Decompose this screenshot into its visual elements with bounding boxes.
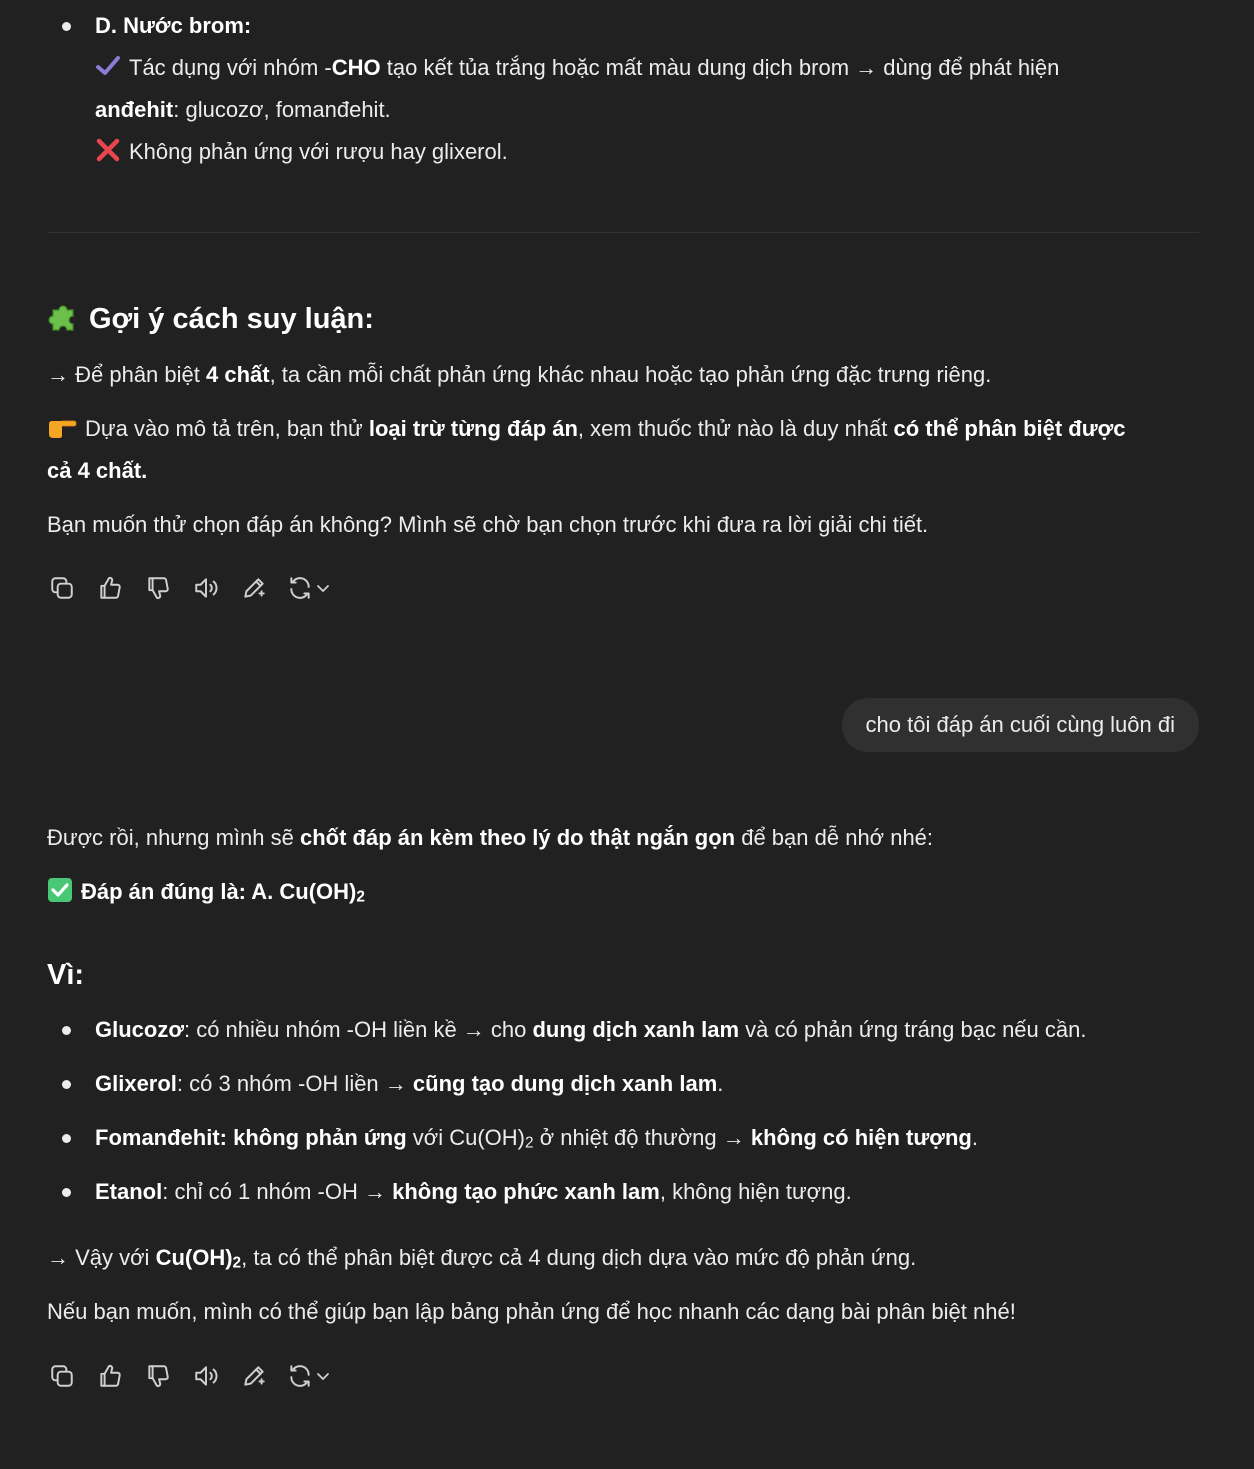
option-d-line-2: anđehit: glucozơ, fomanđehit.: [95, 97, 391, 122]
hint-paragraph-2-cont: cả 4 chất.: [47, 458, 148, 483]
option-d-line-3: Không phản ứng với rượu hay glixerol.: [95, 136, 508, 168]
message-actions: [47, 1361, 331, 1391]
regenerate-button[interactable]: [287, 1363, 331, 1389]
speaker-icon: [193, 575, 219, 601]
thumbs-down-icon: [145, 1363, 171, 1389]
list-bullet: [62, 22, 71, 31]
speaker-icon: [193, 1363, 219, 1389]
thumbs-up-button[interactable]: [95, 1361, 125, 1391]
check-box-icon: [47, 877, 73, 903]
read-aloud-button[interactable]: [191, 573, 221, 603]
reason-glycerol: Glixerol: có 3 nhóm -OH liền → cũng tạo dung dịch xanh lam.: [95, 1071, 724, 1096]
puzzle-piece-icon: [47, 300, 81, 334]
user-message-bubble: cho tôi đáp án cuối cùng luôn đi: [842, 698, 1199, 752]
list-bullet: [62, 1080, 71, 1089]
copy-button[interactable]: [47, 573, 77, 603]
hint-paragraph-2: Dựa vào mô tả trên, bạn thử loại trừ từng đáp án, xem thuốc thử nào là duy nhất có thể phân biệt được: [47, 413, 1126, 445]
reason-ethanol: Etanol: chỉ có 1 nhóm -OH → không tạo phức xanh lam, không hiện tượng.: [95, 1179, 852, 1204]
thumbs-up-button[interactable]: [95, 573, 125, 603]
option-d-line-1: Tác dụng với nhóm -CHO tạo kết tủa trắng hoặc mất màu dung dịch brom → dùng để phát hiện: [95, 52, 1059, 84]
conclusion: → Vậy với $Cu(OH)_2$, ta có thể phân biệt được cả 4 dung dịch dựa vào mức độ phản ứng.: [47, 1245, 917, 1272]
thumbs-down-button[interactable]: [143, 1361, 173, 1391]
read-aloud-button[interactable]: [191, 1361, 221, 1391]
regenerate-icon: [287, 575, 313, 601]
copy-button[interactable]: [47, 1361, 77, 1391]
edit-button[interactable]: [239, 573, 269, 603]
chevron-down-icon: [315, 1368, 331, 1384]
regenerate-icon: [287, 1363, 313, 1389]
check-mark-icon: [95, 53, 121, 79]
option-d-title: D. Nước brom:: [95, 13, 252, 38]
list-bullet: [62, 1026, 71, 1035]
copy-icon: [49, 1363, 75, 1389]
chevron-down-icon: [315, 580, 331, 596]
edit-icon: [241, 575, 267, 601]
hint-paragraph-3: Bạn muốn thử chọn đáp án không? Mình sẽ chờ bạn chọn trước khi đưa ra lời giải chi tiết.: [47, 512, 929, 537]
cross-mark-icon: [95, 137, 121, 163]
offer-text: Nếu bạn muốn, mình có thể giúp bạn lập bảng phản ứng để học nhanh các dạng bài phân biệt nhé!: [47, 1299, 1016, 1324]
section-divider: [47, 232, 1199, 233]
list-bullet: [62, 1188, 71, 1197]
message-actions: [47, 573, 331, 603]
regenerate-button[interactable]: [287, 575, 331, 601]
answer-intro: Được rồi, nhưng mình sẽ chốt đáp án kèm theo lý do thật ngắn gọn để bạn dễ nhớ nhé:: [47, 825, 934, 850]
edit-button[interactable]: [239, 1361, 269, 1391]
thumbs-up-icon: [97, 1363, 123, 1389]
reason-formaldehyde: Fomanđehit: không phản ứng với $Cu(OH)_2$ ở nhiệt độ thường → không có hiện tượng.: [95, 1125, 978, 1152]
thumbs-up-icon: [97, 575, 123, 601]
thumbs-down-icon: [145, 575, 171, 601]
hint-heading: Gợi ý cách suy luận:: [47, 298, 374, 340]
copy-icon: [49, 575, 75, 601]
edit-icon: [241, 1363, 267, 1389]
list-bullet: [62, 1134, 71, 1143]
thumbs-down-button[interactable]: [143, 573, 173, 603]
why-heading: Vì:: [47, 959, 85, 991]
pointing-hand-icon: [47, 414, 77, 440]
reason-glucose: Glucozơ: có nhiều nhóm -OH liền kề → cho dung dịch xanh lam và có phản ứng tráng bạc nếu cần.: [95, 1017, 1087, 1042]
hint-paragraph-1: → Để phân biệt 4 chất, ta cần mỗi chất phản ứng khác nhau hoặc tạo phản ứng đặc trưng riêng.: [47, 362, 992, 387]
correct-answer-line: Đáp án đúng là: A. $Cu(OH)_2$: [47, 876, 365, 908]
